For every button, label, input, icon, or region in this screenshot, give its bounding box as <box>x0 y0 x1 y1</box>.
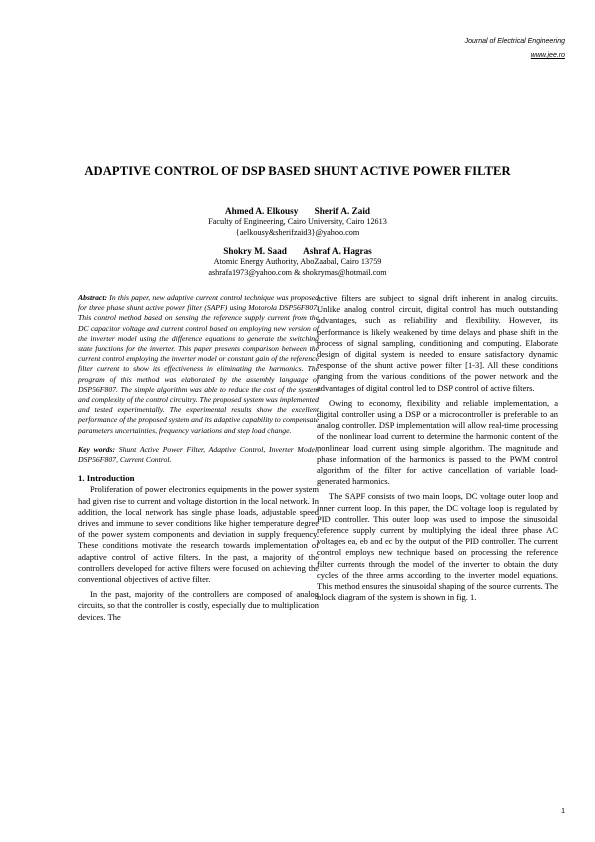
author-name: Shokry M. Saad <box>223 246 287 256</box>
author-affiliation: Faculty of Engineering, Cairo University, Cairo 12613 <box>208 217 387 227</box>
intro-paragraph: Proliferation of power electronics equipments in the power system had given rise to current and voltage distortion in the local network. In addition, the local network has single phase loads, adjustable speed drives and immune to sever conditions like higher temperature degree of the power system components and deviation in supply frequency. These conditions motivate the research towards implementation of adaptive control of active filters. In the past, a majority of the controllers developed for active filters were focused on achieving the conventional objectives of active filter. <box>78 484 319 585</box>
author-name: Ahmed A. Elkousy <box>225 206 299 216</box>
keywords-text: Shunt Active Power Filter, Adaptive Control, Inverter Model, DSP56F807, Current Control. <box>78 444 319 465</box>
abstract <box>78 293 319 436</box>
right-column <box>317 293 558 603</box>
keywords <box>78 445 319 465</box>
author-block-2 <box>0 246 595 278</box>
section-heading: 1. Introduction <box>78 473 135 484</box>
body-paragraph: active filters are subject to signal drift inherent in analog circuits. Unlike analog control circuit, digital control has much outstanding advantages, such as reliability and flexibility. However, its performance is likely weakened by time delays and phase shift in the process of signal sampling, conditioning and computing. Elaborate design of digital system is needed to ensure satisfactory dynamic response of the shunt active power filter [1-3]. All these conditions ranging from the various conditions of the power network and the advantages of digital control led to DSP control of active filters. <box>317 293 558 393</box>
abstract-label: Abstract: <box>78 293 108 302</box>
paper-title: ADAPTIVE CONTROL OF DSP BASED SHUNT ACTIVE POWER FILTER <box>84 164 511 178</box>
author-block-1 <box>0 206 595 238</box>
journal-name: Journal of Electrical Engineering <box>464 38 565 45</box>
author-email: {aelkousy&sherifzaid3}@yahoo.com <box>235 227 360 237</box>
journal-url[interactable]: www.jee.ro <box>530 52 565 59</box>
author-name: Ashraf A. Hagras <box>303 246 372 256</box>
body-paragraph: The SAPF consists of two main loops, DC voltage outer loop and inner current loop. In this paper, the DC voltage loop is regulated by PID controller. This outer loop was used to impose the sinusoidal reference supply current by multiplying the ideal three phase AC voltages ea, eb and ec by the output of the PID controller. The current control employs new technique based on processing the reference filter currents through the model of the inverter to obtain the duty cycles of the three arms according to the inverter model equations. This method ensures the sinusoidal shaping of the source currents. The block diagram of the system is shown in fig. 1. <box>317 491 558 603</box>
author-name: Sherif A. Zaid <box>314 206 370 216</box>
keywords-label: Key words: <box>78 444 116 454</box>
left-column <box>78 293 319 623</box>
author-affiliation: Atomic Energy Authority, AboZaabal, Cairo 13759 <box>213 257 382 267</box>
author-names <box>0 206 595 216</box>
page-number: 1 <box>561 808 565 815</box>
author-names <box>0 246 595 256</box>
body-paragraph: Owing to economy, flexibility and reliable implementation, a digital controller using a DSP or a microcontroller is preferable to an analog controller. DSP implementation will allow real-time processing of the nonlinear load current to determine the harmonic content of the nonlinear load current using simple algorithm. The magnitude and phase information of the harmonics is passed to the PWM control algorithm of the filter for active cancellation of variable load-generated harmonics. <box>317 397 558 487</box>
abstract-text: In this paper, new adaptive current control technique was proposed for three phase shunt active power filter (SAPF) using Motorola DSP56F807. This control method based on sensing the reference supply current from the DC capacitor voltage and current control based on employing new version of the inverter model using the difference equations to generate the switching state functions for the inverter. This paper presents comparison between the current control employing the inverter model or constant gain of the reference filter current to show its effectiveness in eliminating the harmonics. The program of this method was elaborated by the assembly language of DSP56F807. The simple algorithm was able to reduce the cost of the system and complexity of the control circuitry. The proposed system was implemented and tested experimentally. The experimental results show the excellent performance of the proposed system and its adaptive capability to compensate parameters uncertainties, frequency variations and step load change. <box>78 293 319 435</box>
intro-paragraph: In the past, majority of the controllers are composed of analog circuits, so that the controller is costly, especially due to multiplication devices. The <box>78 589 319 622</box>
author-email: ashrafa1973@yahoo.com & shokrymas@hotmail.com <box>208 267 387 277</box>
